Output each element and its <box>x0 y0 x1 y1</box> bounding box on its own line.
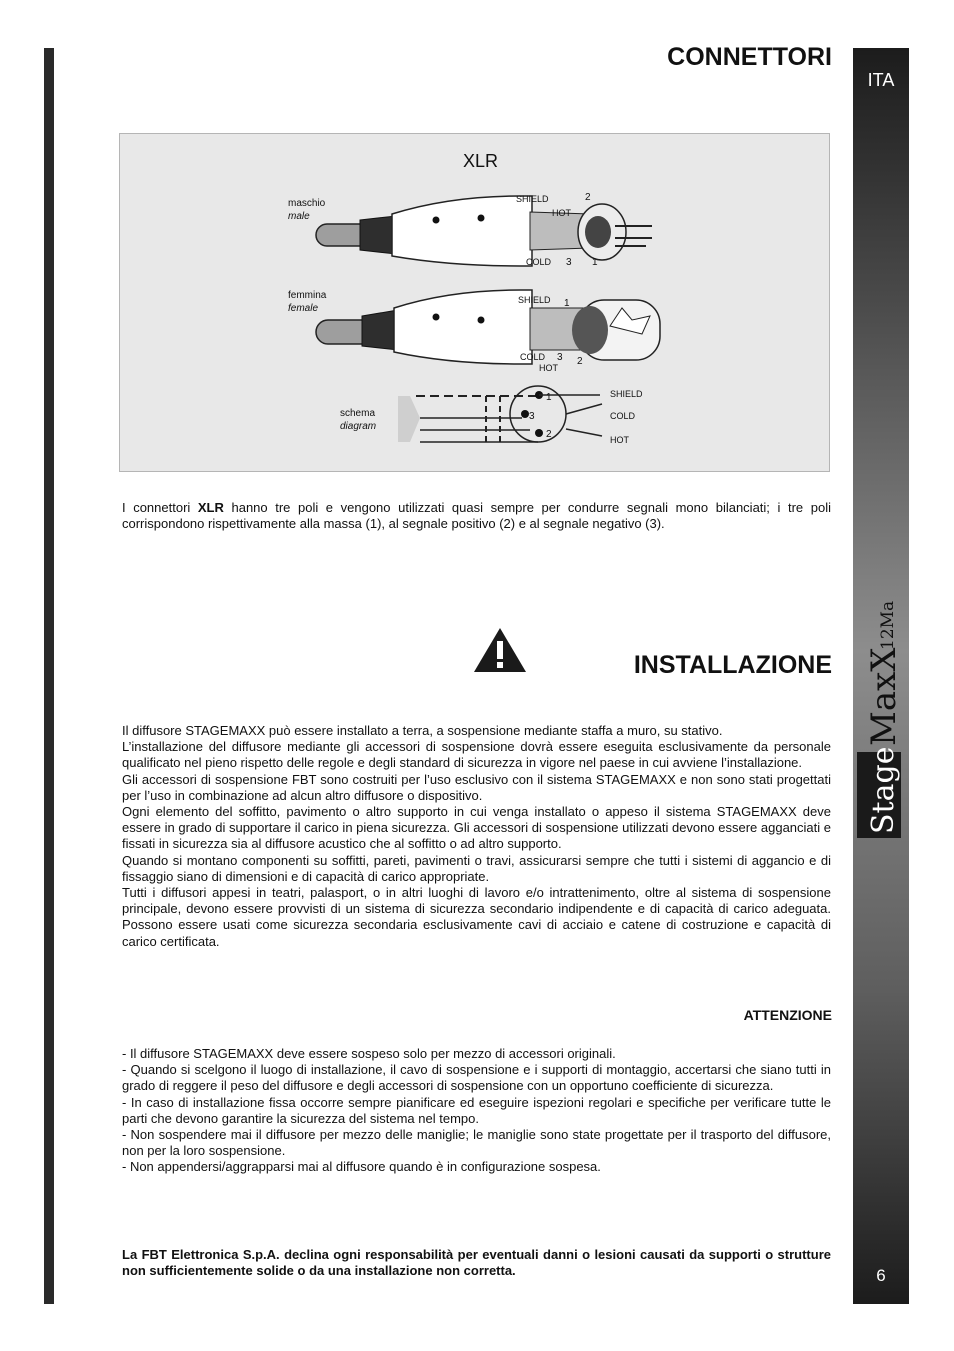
warning-icon <box>472 626 528 674</box>
installation-paragraph: Quando si montano componenti su soffitti, pareti, pavimenti o travi, assicurarsi sempre che tutti i sistemi di aggancio e di fissaggio siano di dimensioni e di capacità di carico appropriate. <box>122 852 831 884</box>
brand-model-text: 12Ma <box>878 600 898 650</box>
male-hot-label: HOT <box>552 208 571 218</box>
attention-list <box>122 1046 831 1176</box>
female-connector-drawing <box>316 290 660 364</box>
female-label: femmina <box>288 290 327 301</box>
female-cold-label: COLD <box>520 352 546 362</box>
female-label-en: female <box>288 303 319 314</box>
attention-item: - Il diffusore STAGEMAXX deve essere sospeso solo per mezzo di accessori originali. <box>122 1046 616 1061</box>
attention-item: - In caso di installazione fissa occorre sempre pianificare ed eseguire ispezioni regolari e specifiche per verificare tutte le parti che devono garantire la sicurezza del sistema nel tempo. <box>122 1094 831 1126</box>
xlr-description: I connettori XLR hanno tre poli e vengono utilizzati quasi sempre per condurre segnali mono bilanciati; i tre poli corrispondono rispettivamente alla massa (1), al segnale positivo (2) e al segnale negativo (3). <box>122 500 831 532</box>
female-pin-3: 3 <box>557 352 563 363</box>
diagram-shield-label: SHIELD <box>610 389 643 399</box>
left-margin-bar <box>44 48 54 1304</box>
disclaimer: La FBT Elettronica S.p.A. declina ogni responsabilità per eventuali danni o lesioni causati da supporti o strutture non sufficientemente solide o da una installazione non corretta. <box>122 1247 831 1279</box>
xlr-illustration <box>120 134 831 473</box>
wiring-diagram-drawing <box>398 386 602 442</box>
male-label-en: male <box>288 211 310 222</box>
installation-text <box>122 723 831 950</box>
right-sidebar <box>853 48 909 1304</box>
male-cold-label: COLD <box>526 257 552 267</box>
male-pin-3: 3 <box>566 257 572 268</box>
xlr-connector-figure <box>119 133 830 472</box>
attention-item: - Non sospendere mai il diffusore per mezzo delle maniglie; le maniglie sono state progettate per il trasporto del diffusore, non per la loro sospensione. <box>122 1127 831 1159</box>
male-pin-2: 2 <box>585 192 591 203</box>
male-shield-label: SHIELD <box>516 194 549 204</box>
female-pin-1: 1 <box>564 298 570 309</box>
male-label: maschio <box>288 198 326 209</box>
installation-paragraph: Ogni elemento del soffitto, pavimento o altro supporto in cui venga installato o appeso il sistema STAGEMAXX deve essere in grado di supportare il carico in piena sicurezza. Gli accessori di sospensione utilizzati devono essere agganciati e fissati in sicurezza sia al diffusore acustico che al soffitto o ad altro supporto. <box>122 804 831 852</box>
section-title-connettori: CONNETTORI <box>667 43 832 71</box>
figure-title: XLR <box>463 151 499 171</box>
diagram-pin-1: 1 <box>546 392 552 403</box>
attention-item: - Quando si scelgono il luogo di installazione, il cavo di sospensione e i supporti di montaggio, accertarsi che siano tutti in grado di reggere il peso del diffusore e degli accessori di sospensione con un opportuno coefficiente di sicurezza. <box>122 1062 831 1094</box>
installation-paragraph: Il diffusore STAGEMAXX può essere installato a terra, a sospensione mediante staffa a muro, su stativo. <box>122 723 723 738</box>
installation-paragraph: L’installazione del diffusore mediante gli accessori di sospensione dovrà essere eseguita esclusivamente da personale qualificato nel pieno rispetto delle regole e degli standard di sicurezza in vigore nel paese in cui avviene l’installazione. <box>122 739 831 771</box>
brand-maxx-text: MaxX <box>864 647 904 746</box>
section-title-installazione: INSTALLAZIONE <box>633 651 832 679</box>
installation-paragraph: Gli accessori di sospensione FBT sono costruiti per l’uso esclusivo con il sistema STAGEMAXX e non sono stati progettati per l’uso in combinazione ad alcun altro diffusore o dispositivo. <box>122 771 831 803</box>
diagram-label: schema <box>340 408 376 419</box>
female-hot-label: HOT <box>539 363 558 373</box>
male-connector-drawing <box>316 196 652 266</box>
female-pin-2: 2 <box>577 356 583 367</box>
diagram-label-en: diagram <box>340 421 377 432</box>
xlr-term: XLR <box>197 500 224 515</box>
male-pin-1: 1 <box>592 257 598 268</box>
attention-item: - Non appendersi/aggrapparsi mai al diffusore quando è in configurazione sospesa. <box>122 1159 601 1175</box>
diagram-cold-label: COLD <box>610 411 636 421</box>
diagram-hot-label: HOT <box>610 435 629 445</box>
female-shield-label: SHIELD <box>518 295 551 305</box>
brand-stage-text: Stage <box>866 746 901 834</box>
diagram-pin-2: 2 <box>546 429 552 440</box>
installation-paragraph: Tutti i diffusori appesi in teatri, palasport, o in altri luoghi di lavoro e/o intrattenimento, oltre al sistema di sospensione principale, devono essere provvisti di un sistema di sicurezza secondario indipendente e di capacità di carico adeguata. Possono essere usati come sicurezza secondaria esclusivamente cavi di acciaio e catene di costruzione e capacità di carico certificata. <box>122 885 831 949</box>
language-tag: ITA <box>867 70 895 90</box>
diagram-pin-3: 3 <box>529 411 535 422</box>
brand-logo <box>853 596 909 846</box>
attention-heading: ATTENZIONE <box>743 1007 832 1023</box>
page-number: 6 <box>876 1266 886 1285</box>
